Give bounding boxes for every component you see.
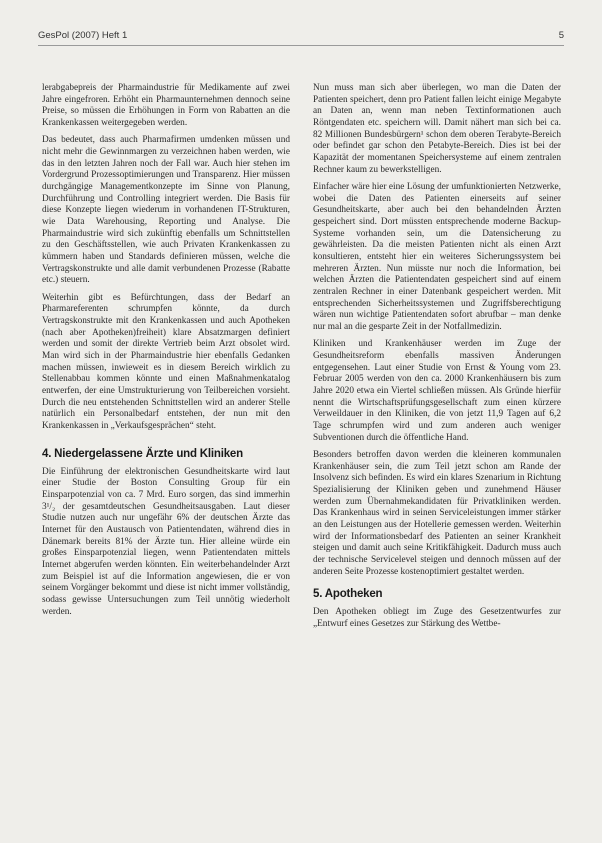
header-rule xyxy=(38,45,564,46)
paragraph: Nun muss man sich aber überlegen, wo man die Daten der Patienten speichert, denn pro Patient fallen leicht einige Megabyte an Daten an, wenn man neben Textinformationen auch Röntgendaten etc. speichern will. Damit nähert man sich bei ca. 82 Millionen Bundesbürgern¹ schon dem oberen Terabyte-Bereich oder befindet gar schon den Petabyte-Bereich. Dies ist bei der Kapazität der momentanen Speichersysteme auf einem zentralen Rechner kaum zu bewerkstelligen. xyxy=(313,83,561,175)
paragraph: Das bedeutet, dass auch Pharmafirmen umdenken müssen und nicht mehr die Gewinnmargen zu verzeichnen haben werden, wie das in den letzten Jahren noch der Fall war. Auch hier stehen im Vordergrund Prozessoptimierungen und Transparenz. Hier müssen durchgängige Managementkonzepte im Sinne von Planung, Durchführung und Controlling integriert werden. Die Basis für diese Konzepte liegen wiederum in vorhandenen IT-Strukturen, wie Data Warehousing, Reporting und Analyse. Die Pharmaindustrie wird sich zukünftig ebenfalls um Schnittstellen zu den Geschäftsstellen, wie auch Privaten Krankenkassen zu kümmern haben und Standards definieren müssen, welche die Vertragskonstrukte und alle damit verbundenen Prozesse (Rabatte etc.) steuern. xyxy=(42,135,290,286)
paragraph: Den Apotheken obliegt im Zuge des Gesetzentwurfes zur „Entwurf eines Gesetzes zur Stärkung des Wettbe- xyxy=(313,607,561,629)
left-column xyxy=(42,83,290,624)
right-column xyxy=(313,83,561,636)
section-heading: 4. Niedergelassene Ärzte und Kliniken xyxy=(42,447,243,460)
paragraph: Kliniken und Krankenhäuser werden im Zuge der Gesundheitsreform ebenfalls massiven Änderungen entgegensehen. Laut einer Studie von Ernst & Young vom 23. Februar 2005 werden von den ca. 2000 Krankenhäusern bis zum Jahre 2020 etwa ein Viertel schließen müssen. Als Gründe hierfür nennt die Wirtschaftsprüfungsgesellschaft zum einen kürzere Verweildauer in den Kliniken, die von jetzt 11,9 Tagen auf 6,2 Tage schrumpfen wird und zum anderen auch weniger Subventionen durch die öffentliche Hand. xyxy=(313,339,561,443)
page-number: 5 xyxy=(558,30,564,41)
paragraph: lerabgabepreis der Pharmaindustrie für Medikamente auf zwei Jahre eingefroren. Erhöht ein Pharmaunternehmen dennoch seine Preise, so müssen die Erhöhungen in Form von Rabatten an die Krankenkassen weitergegeben werden. xyxy=(42,83,290,128)
running-header xyxy=(38,30,564,41)
journal-title: GesPol (2007) Heft 1 xyxy=(38,30,128,41)
section-heading: 5. Apotheken xyxy=(313,588,383,601)
paragraph: Besonders betroffen davon werden die kleineren kommunalen Krankenhäuser sein, die zum Teil jetzt schon am Rande der Insolvenz sich befinden. Es wird ein klares Szenarium in Richtung Spezialisierung der Kliniken geben und zunehmend Häuser werden zum Übernahmekandidaten für Privatkliniken werden. Das Krankenhaus wird in seinen Serviceleistungen immer stärker an den Leistungen aus der Hotellerie gemessen werden. Weiterhin wird der Informationsbedarf des Patienten an seiner Krankheit steigen und damit auch seine Kritikfähigkeit. Dadurch muss auch der technische Servicelevel steigen und dennoch müssen auf der anderen Seite Prozesse kostenoptimiert gestaltet werden. xyxy=(313,450,561,577)
paragraph: Die Einführung der elektronischen Gesundheitskarte wird laut einer Studie der Boston Consulting Group für ein Einsparpotenzial von ca. 7 Mrd. Euro sorgen, das sind immerhin 3¹/₂ der gesamtdeutschen Gesundheitsausgaben. Laut dieser Studie nutzen auch nur ungefähr 6% der deutschen Ärzte das Internet für den Austausch von Patientendaten, während dies in Dänemark bereits 81% der Ärzte tun. Hier alleine würde ein großes Einsparpotenzial liegen, wenn Patientendaten mittels Internet abgerufen werden könnten. Ein weiterbehandelnder Arzt zum Beispiel ist auf die Information angewiesen, die er von seinem Vorgänger bekommt und diese ist nicht immer vollständig, sodass gewisse Untersuchungen zum Teil unnötig wiederholt werden. xyxy=(42,466,290,617)
paragraph: Weiterhin gibt es Befürchtungen, dass der Bedarf an Pharmareferenten schrumpfen könnte, da durch Vertragskonstrukte mit den Krankenkassen und auch Apotheken (nach aber Apotheken)freiheit) klare Absatzmargen definiert werden und somit der direkte Vertrieb beim Arzt obsolet wird. Man wird sich in der Pharmaindustrie hier ebenfalls Gedanken machen müssen, inwieweit es in diesem Bereich wirklich zu Stellenabbau kommen könnte und einen Maßnahmenkatalog entwerfen, der eine Umstrukturierung von Teilbereichen vorsieht. Durch die neu entstehenden Schnittstellen wird an anderer Stelle natürlich ein Personalbedarf entstehen, der nun mit den Krankenkassen in „Verkaufsgesprächen“ steht. xyxy=(42,292,290,431)
paragraph: Einfacher wäre hier eine Lösung der umfunktionierten Netzwerke, wobei die Daten des Patienten einerseits auf seiner Gesundheitskarte, aber auch bei den behandelnden Ärzten gespeichert sind. Dort müssten entsprechende moderne Backup-Systeme vorhanden sein, um die Datensicherung zu gewährleisten. Da die meisten Patienten nicht als einen Arzt konsultieren, entsteht hier ein weiteres Sicherungssystem bei mehreren Ärzten. Nun müsste nur noch die Information, bei welchen Ärzten die Patientendaten gespeichert sind auf einem zentralen Rechner in einer Datenbank gespeichert werden. Mit entsprechenden Sicherheitssystemen und Zugriffsberechtigung wären nun wichtige Patientendaten sofort abrufbar – man denke nur mal an die gesparte Zeit in der Notfallmedizin. xyxy=(313,182,561,332)
